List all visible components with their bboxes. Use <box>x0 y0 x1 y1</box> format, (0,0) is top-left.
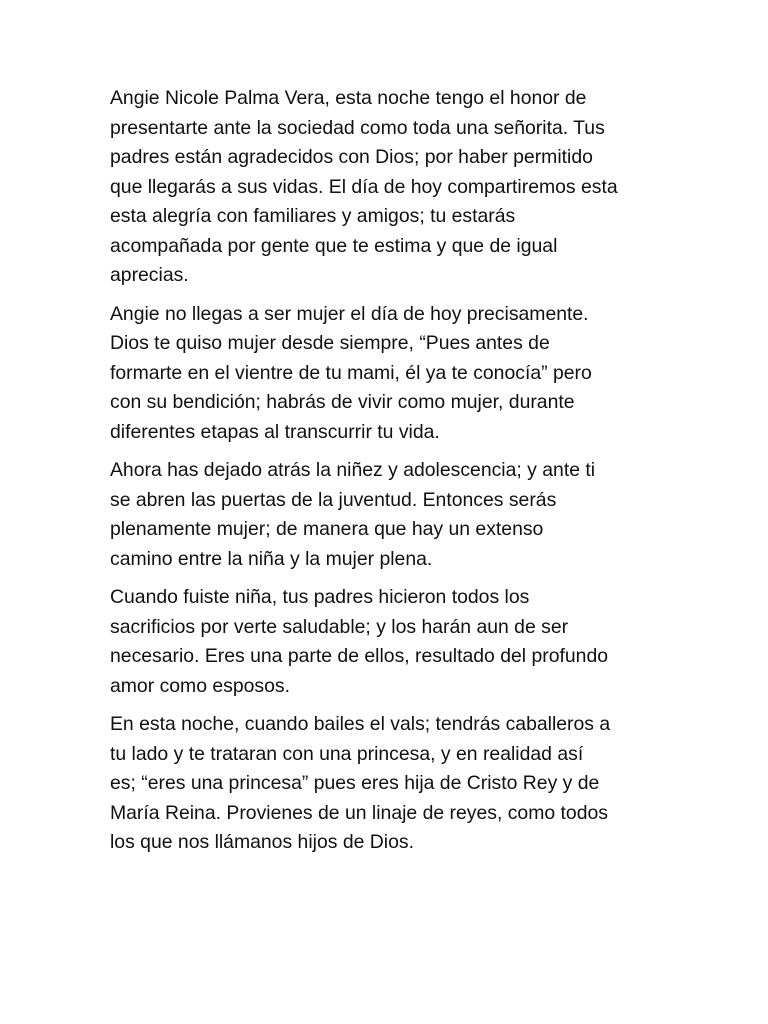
document-body <box>110 84 670 867</box>
text-line: camino entre la niña y la mujer plena. <box>110 547 433 570</box>
text-line: Angie no llegas a ser mujer el día de hoy precisamente. <box>110 302 589 325</box>
paragraph-2 <box>110 300 670 448</box>
text-line: Dios te quiso mujer desde siempre, “Pues antes de <box>110 332 550 354</box>
paragraph-5 <box>110 710 670 858</box>
text-line: acompañada por gente que te estima y que de igual <box>110 234 558 257</box>
text-line: Ahora has dejado atrás la niñez y adolescencia; y ante ti <box>110 459 596 481</box>
text-line: tu lado y te trataran con una princesa, y en realidad así <box>110 742 584 765</box>
text-line: los que nos llámanos hijos de Dios. <box>110 831 414 853</box>
text-line: plenamente mujer; de manera que hay un extenso <box>110 518 544 540</box>
text-line: se abren las puertas de la juventud. Entonces serás <box>110 488 557 511</box>
text-line: presentarte ante la sociedad como toda una señorita. Tus <box>110 116 605 139</box>
text-line: En esta noche, cuando bailes el vals; tendrás caballeros a <box>110 713 611 735</box>
text-line: padres están agradecidos con Dios; por haber permitido <box>110 146 593 168</box>
paragraph-4 <box>110 583 670 701</box>
text-line: que llegarás a sus vidas. El día de hoy compartiremos esta <box>110 175 618 198</box>
text-line: necesario. Eres una parte de ellos, resultado del profundo <box>110 645 609 667</box>
text-line: Angie Nicole Palma Vera, esta noche tengo el honor de <box>110 87 587 109</box>
text-line: sacrificios por verte saludable; y los harán aun de ser <box>110 615 569 638</box>
paragraph-3 <box>110 456 670 574</box>
text-line: amor como esposos. <box>110 674 290 697</box>
text-line: formarte en el vientre de tu mami, él ya te conocía” pero <box>110 361 592 384</box>
text-line: esta alegría con familiares y amigos; tu estarás <box>110 205 516 227</box>
paragraph-1 <box>110 84 670 291</box>
text-line: diferentes etapas al transcurrir tu vida. <box>110 420 440 443</box>
text-line: con su bendición; habrás de vivir como mujer, durante <box>110 391 575 413</box>
text-line: es; “eres una princesa” pues eres hija de Cristo Rey y de <box>110 772 600 794</box>
text-line: aprecias. <box>110 264 189 286</box>
text-line: María Reina. Provienes de un linaje de reyes, como todos <box>110 801 608 824</box>
text-line: Cuando fuiste niña, tus padres hicieron todos los <box>110 586 530 608</box>
